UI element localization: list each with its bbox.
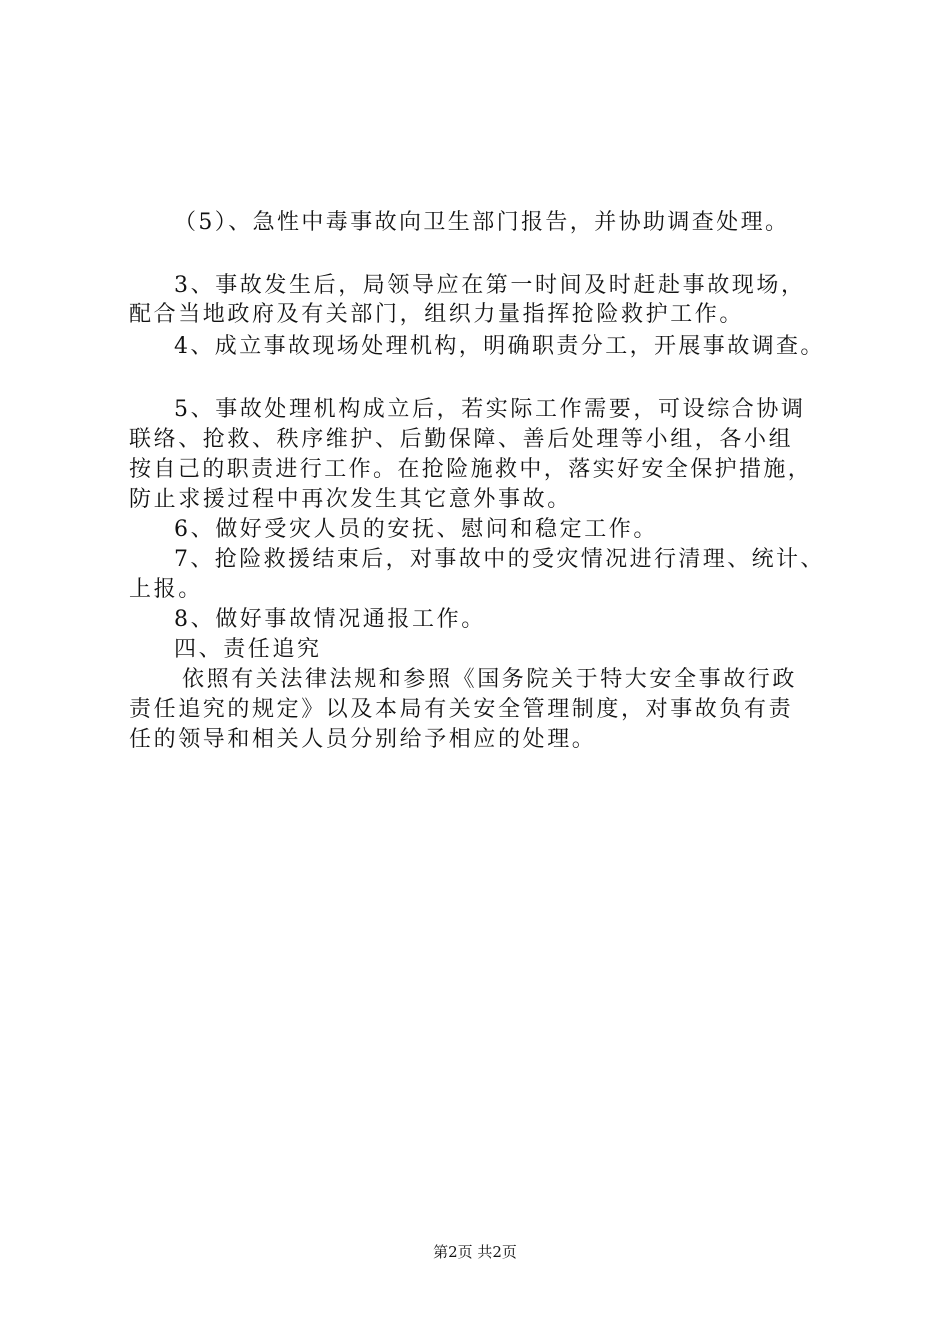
paragraph-8-line-1: 8、做好事故情况通报工作。 xyxy=(174,607,486,632)
paragraph-3-line-1: 3、事故发生后，局领导应在第一时间及时赶赴事故现场， xyxy=(174,273,806,298)
paragraph-5-line-3: 按自己的职责进行工作。在抢险施救中，落实好安全保护措施， xyxy=(129,457,813,482)
paragraph-item-5: （5）、急性中毒事故向卫生部门报告，并协助调查处理。 xyxy=(174,210,790,235)
paragraph-7-line-2: 上报。 xyxy=(129,577,203,602)
paragraph-accountability-line-2: 责任追究的规定》以及本局有关安全管理制度，对事故负有责 xyxy=(129,697,794,722)
paragraph-accountability-line-3: 任的领导和相关人员分别给予相应的处理。 xyxy=(129,727,597,752)
paragraph-7-line-1: 7、抢险救援结束后，对事故中的受灾情况进行清理、统计、 xyxy=(174,547,825,572)
page-number-footer: 第2页 共2页 xyxy=(433,1243,517,1261)
paragraph-3-line-2: 配合当地政府及有关部门，组织力量指挥抢险救护工作。 xyxy=(129,302,745,327)
paragraph-4-line-1: 4、成立事故现场处理机构，明确职责分工，开展事故调查。 xyxy=(174,334,825,359)
paragraph-6-line-1: 6、做好受灾人员的安抚、慰问和稳定工作。 xyxy=(174,517,658,542)
paragraph-5-line-2: 联络、抢救、秩序维护、后勤保障、善后处理等小组，各小组 xyxy=(129,427,794,452)
paragraph-5-line-4: 防止求援过程中再次发生其它意外事故。 xyxy=(129,487,572,512)
paragraph-accountability-line-1: 依照有关法律法规和参照《国务院关于特大安全事故行政 xyxy=(182,667,798,692)
paragraph-5-line-1: 5、事故处理机构成立后，若实际工作需要，可设综合协调 xyxy=(174,397,806,422)
section-heading-responsibility: 四、责任追究 xyxy=(174,637,322,662)
